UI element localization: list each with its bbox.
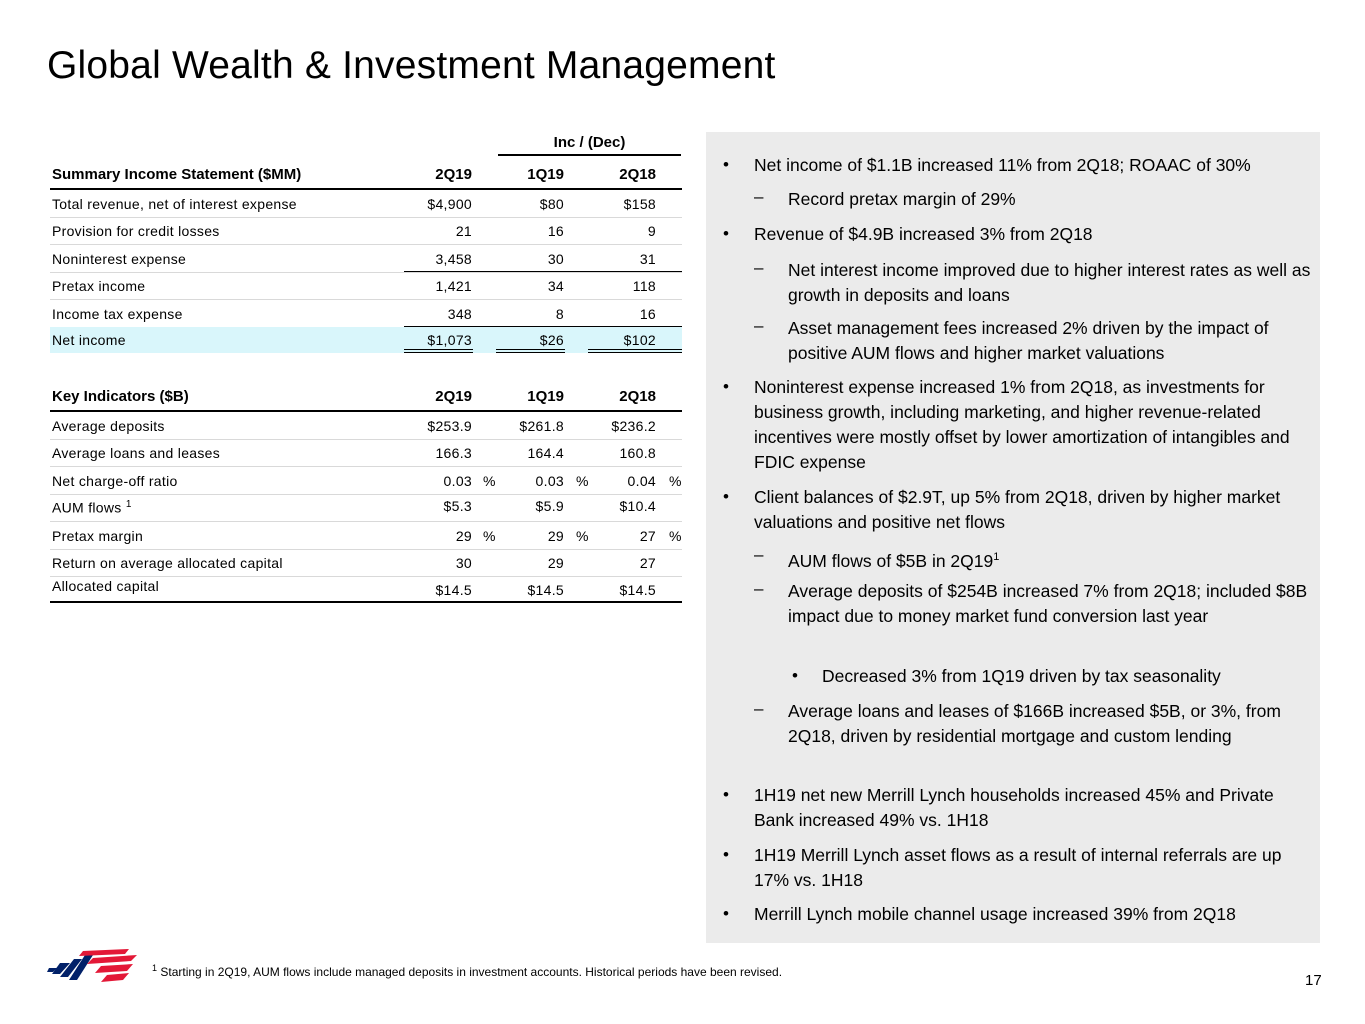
table-row <box>50 467 682 495</box>
table-row <box>50 495 682 523</box>
bullet-text: Average deposits of $254B increased 7% from 2Q18; included $8B impact due to money market fund conversion last year <box>788 581 1308 626</box>
cell-1q19: 29 <box>547 555 564 571</box>
row-label: Average deposits <box>52 417 165 434</box>
table-header-row <box>50 382 682 412</box>
row-label: Total revenue, net of interest expense <box>52 195 297 212</box>
cell-2q19: 1,421 <box>435 278 472 294</box>
bullet-item <box>723 843 1316 893</box>
cell-2q19: 0.03 <box>443 472 472 489</box>
table-row <box>50 273 682 301</box>
cell-2q19: $14.5 <box>435 582 472 598</box>
cell-2q19: 21 <box>455 223 472 239</box>
bullet-dot-icon: • <box>723 487 729 506</box>
table-row <box>50 245 682 273</box>
cell-1q19: $14.5 <box>527 582 564 598</box>
bullet-item <box>754 258 1316 308</box>
table-title: Summary Income Statement ($MM) <box>52 166 302 183</box>
row-label: Net income <box>52 332 126 348</box>
percent-sign: % <box>576 527 589 544</box>
cell-2q18: 31 <box>639 250 656 267</box>
cell-2q18: $236.2 <box>611 417 656 434</box>
bullet-text: 1H19 net new Merrill Lynch households increased 45% and Private Bank increased 49% vs. 1H18 <box>754 785 1274 830</box>
cell-2q19: 29 <box>455 527 472 544</box>
percent-sign: % <box>483 472 496 489</box>
row-label: Provision for credit losses <box>52 223 220 239</box>
bullet-dot-icon: • <box>723 785 729 804</box>
cell-2q19: $253.9 <box>427 417 472 434</box>
double-rule <box>588 349 682 353</box>
table-row <box>50 550 682 578</box>
percent-sign: % <box>576 472 589 489</box>
cell-2q18: 9 <box>647 223 656 239</box>
table-header-row <box>50 160 682 190</box>
bullet-text: Client balances of $2.9T, up 5% from 2Q18, driven by higher market valuations and positive net flows <box>754 487 1281 532</box>
bullet-item <box>754 579 1316 629</box>
row-label: Pretax margin <box>52 527 144 544</box>
cell-2q18: $14.5 <box>619 582 656 598</box>
bullet-item <box>754 699 1316 749</box>
cell-2q19: 166.3 <box>435 445 472 461</box>
cell-2q18: 160.8 <box>619 445 656 461</box>
cell-1q19: 16 <box>547 223 564 239</box>
cell-1q19: 0.03 <box>535 472 564 489</box>
bullet-text: AUM flows of $5B in 2Q19 <box>788 550 994 571</box>
bullet-dot-icon: • <box>723 155 729 174</box>
cell-1q19: $5.9 <box>535 498 564 514</box>
cell-1q19: 34 <box>547 278 564 294</box>
table-row <box>50 522 682 550</box>
col-header-2q18: 2Q18 <box>619 166 656 183</box>
cell-2q18: $10.4 <box>619 498 656 514</box>
cell-2q18: $102 <box>623 332 656 348</box>
cell-2q18: $158 <box>623 195 656 212</box>
cell-2q18: 0.04 <box>627 472 656 489</box>
table-row <box>50 190 682 218</box>
bullet-dash-icon: – <box>754 545 764 564</box>
bullet-text: Asset management fees increased 2% driven by the impact of positive AUM flows and higher market valuations <box>788 318 1269 363</box>
table-row-net-income <box>50 327 682 354</box>
cell-1q19: 30 <box>547 250 564 267</box>
cell-1q19: 29 <box>547 527 564 544</box>
row-label: Average loans and leases <box>52 445 221 461</box>
col-header-2q19: 2Q19 <box>435 388 472 405</box>
cell-2q18: 16 <box>639 305 656 322</box>
cell-2q18: 27 <box>639 527 656 544</box>
cell-2q19: 3,458 <box>435 250 472 267</box>
col-header-1q19: 1Q19 <box>527 388 564 405</box>
row-label: Net charge-off ratio <box>52 472 178 489</box>
table-row <box>50 300 682 327</box>
bullet-item <box>754 545 1316 574</box>
percent-sign: % <box>669 527 682 544</box>
page-title: Global Wealth & Investment Management <box>47 44 776 87</box>
bullet-item <box>754 187 1316 212</box>
col-header-2q18: 2Q18 <box>619 388 656 405</box>
row-label: Noninterest expense <box>52 250 187 267</box>
cell-1q19: 164.4 <box>527 445 564 461</box>
table-row <box>50 440 682 468</box>
bullet-text: Net interest income improved due to higher interest rates as well as growth in deposits and loans <box>788 260 1311 305</box>
bullet-dash-icon: – <box>754 316 764 335</box>
cell-1q19: 8 <box>555 305 564 322</box>
cell-2q18: 27 <box>639 555 656 571</box>
row-label <box>52 497 132 516</box>
cell-2q19: $1,073 <box>427 332 472 348</box>
table-row <box>50 577 682 603</box>
bullet-text: Average loans and leases of $166B increased $5B, or 3%, from 2Q18, driven by residential mortgage and custom lending <box>788 701 1281 746</box>
cell-2q19: $4,900 <box>427 195 472 212</box>
bullet-dot-icon: • <box>723 904 729 923</box>
row-label: Pretax income <box>52 278 146 294</box>
footnote <box>152 963 782 979</box>
row-label: Allocated capital <box>52 578 160 594</box>
bullet-dash-icon: – <box>754 187 764 206</box>
bank-flag-logo-icon <box>47 946 137 990</box>
bullet-dot-icon: • <box>723 377 729 396</box>
bullet-item <box>723 222 1316 247</box>
key-indicators-table <box>50 382 682 603</box>
row-label: Income tax expense <box>52 305 183 322</box>
bullet-item <box>792 664 1316 689</box>
footnote-marker: 1 <box>152 963 158 973</box>
row-label-text: AUM flows <box>52 500 122 516</box>
bullet-text: Revenue of $4.9B increased 3% from 2Q18 <box>754 224 1093 244</box>
bullet-dot-icon: • <box>792 666 798 685</box>
bullet-text: Record pretax margin of 29% <box>788 189 1016 209</box>
bullet-item <box>723 783 1316 833</box>
cell-1q19: $26 <box>539 332 564 348</box>
footnote-marker: 1 <box>993 551 1000 563</box>
table-title: Key Indicators ($B) <box>52 388 189 405</box>
bullet-item <box>723 902 1316 927</box>
bullet-dash-icon: – <box>754 699 764 718</box>
bullet-dot-icon: • <box>723 845 729 864</box>
bullet-text: Net income of $1.1B increased 11% from 2Q18; ROAAC of 30% <box>754 155 1251 175</box>
double-rule <box>404 349 473 353</box>
cell-2q18: 118 <box>632 278 656 294</box>
col-header-1q19: 1Q19 <box>527 166 564 183</box>
subtotal-rule <box>404 271 682 272</box>
table-row <box>50 412 682 440</box>
bullet-text: Merrill Lynch mobile channel usage increased 39% from 2Q18 <box>754 904 1236 924</box>
double-rule <box>496 349 565 353</box>
bullet-text: Decreased 3% from 1Q19 driven by tax seasonality <box>822 666 1221 686</box>
table-row <box>50 218 682 246</box>
percent-sign: % <box>483 527 496 544</box>
bullet-item <box>723 153 1316 178</box>
col-header-2q19: 2Q19 <box>435 166 472 183</box>
cell-1q19: $80 <box>539 195 564 212</box>
bullet-text: 1H19 Merrill Lynch asset flows as a result of internal referrals are up 17% vs. 1H18 <box>754 845 1282 890</box>
bullet-item <box>723 375 1316 475</box>
bullet-dash-icon: – <box>754 258 764 277</box>
cell-2q19: 30 <box>455 555 472 571</box>
percent-sign: % <box>669 472 682 489</box>
footnote-marker: 1 <box>125 499 132 511</box>
footnote-text: Starting in 2Q19, AUM flows include managed deposits in investment accounts. Historical periods have been revised. <box>160 965 783 979</box>
row-label: Return on average allocated capital <box>52 555 283 571</box>
cell-2q19: 348 <box>447 305 472 322</box>
cell-2q19: $5.3 <box>443 498 472 514</box>
bullet-dash-icon: – <box>754 579 764 598</box>
bullet-item <box>723 485 1316 535</box>
cell-1q19: $261.8 <box>519 417 564 434</box>
summary-income-table <box>50 160 682 353</box>
inc-dec-group-header: Inc / (Dec) <box>498 134 681 156</box>
commentary-panel <box>706 132 1320 943</box>
page-number: 17 <box>1305 972 1322 989</box>
bullet-item <box>754 316 1316 366</box>
bullet-dot-icon: • <box>723 224 729 243</box>
bullet-text: Noninterest expense increased 1% from 2Q18, as investments for business growth, including marketing, and higher revenue-related incentives were mostly offset by lower amortization of intangibles and FDIC expense <box>754 377 1290 472</box>
